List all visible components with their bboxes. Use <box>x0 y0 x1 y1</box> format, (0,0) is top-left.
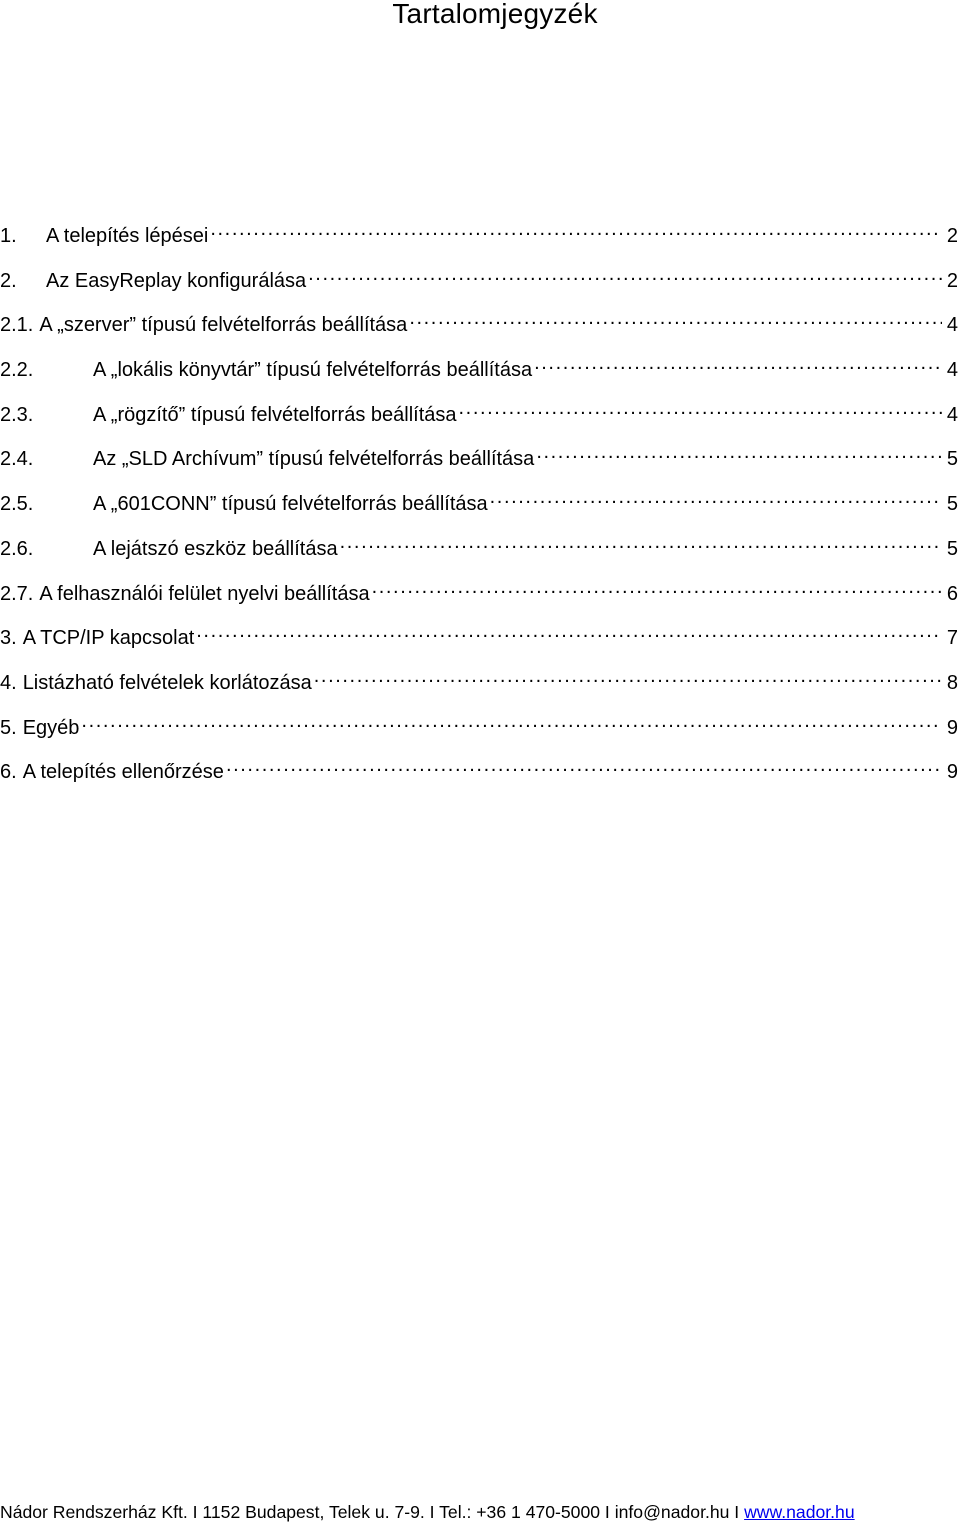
toc-entry-2-6[interactable] <box>0 531 960 576</box>
dot-leader <box>409 311 942 331</box>
dot-leader <box>210 222 942 242</box>
toc-page: 5 <box>946 448 958 471</box>
toc-title: A lejátszó eszköz beállítása <box>93 537 338 560</box>
toc-title: A TCP/IP kapcsolat <box>22 627 195 650</box>
toc-number: 2.5. <box>0 493 34 516</box>
table-of-contents <box>0 218 960 799</box>
toc-page: 5 <box>946 493 958 516</box>
dot-leader <box>226 758 942 778</box>
toc-entry-4[interactable] <box>0 665 960 710</box>
toc-entry-2-2[interactable] <box>0 352 960 397</box>
toc-title: Az EasyReplay konfigurálása <box>46 269 307 292</box>
toc-number: 6. <box>0 761 17 784</box>
footer-website-link[interactable]: www.nador.hu <box>744 1502 855 1522</box>
toc-entry-3[interactable] <box>0 620 960 665</box>
toc-entry-2-3[interactable] <box>0 397 960 442</box>
dot-leader <box>490 490 942 510</box>
toc-number: 3. <box>0 627 17 650</box>
toc-page: 4 <box>946 359 958 382</box>
toc-page: 5 <box>946 537 958 560</box>
toc-entry-5[interactable] <box>0 710 960 755</box>
toc-number: 2. <box>0 269 17 292</box>
toc-page: 7 <box>946 627 958 650</box>
dot-leader <box>308 267 942 287</box>
toc-title: A „lokális könyvtár” típusú felvételforrás beállítása <box>93 359 533 382</box>
toc-number: 1. <box>0 225 17 247</box>
toc-number: 2.6. <box>0 537 34 560</box>
dot-leader <box>459 401 942 421</box>
toc-entry-2[interactable] <box>0 263 960 308</box>
toc-number: 5. <box>0 716 17 739</box>
toc-title: A telepítés lépései <box>46 225 209 247</box>
dot-leader <box>372 580 942 600</box>
toc-page: 6 <box>946 582 958 605</box>
page-title: Tartalomjegyzék <box>392 0 598 29</box>
toc-number: 2.2. <box>0 359 34 382</box>
toc-page: 2 <box>946 225 958 247</box>
footer-contact-text: Nádor Rendszerház Kft. I 1152 Budapest, Telek u. 7-9. I Tel.: +36 1 470-5000 I info@nador.hu I <box>0 1502 745 1522</box>
toc-page: 2 <box>946 269 958 292</box>
toc-number: 2.1. <box>0 314 34 337</box>
toc-title: A „szerver” típusú felvételforrás beállítása <box>39 314 408 337</box>
toc-page: 4 <box>946 403 958 426</box>
toc-entry-1[interactable] <box>0 218 960 263</box>
toc-page: 8 <box>946 671 958 694</box>
toc-page: 9 <box>946 716 958 739</box>
toc-number: 2.3. <box>0 403 34 426</box>
toc-title: A „601CONN” típusú felvételforrás beállítása <box>93 493 488 516</box>
toc-title: Listázható felvételek korlátozása <box>22 671 312 694</box>
toc-entry-2-7[interactable] <box>0 576 960 621</box>
toc-number: 2.4. <box>0 448 34 471</box>
toc-title: A felhasználói felület nyelvi beállítása <box>39 582 370 605</box>
dot-leader <box>536 445 942 465</box>
toc-title: Egyéb <box>22 716 80 739</box>
toc-title: A „rögzítő” típusú felvételforrás beállítása <box>93 403 457 426</box>
dot-leader <box>340 535 942 555</box>
toc-title: Az „SLD Archívum” típusú felvételforrás beállítása <box>93 448 535 471</box>
toc-page: 4 <box>946 314 958 337</box>
dot-leader <box>81 714 942 734</box>
page-footer <box>0 1500 960 1524</box>
toc-entry-2-4[interactable] <box>0 441 960 486</box>
dot-leader <box>196 624 942 644</box>
toc-entry-2-1[interactable] <box>0 307 960 352</box>
dot-leader <box>314 669 942 689</box>
toc-title: A telepítés ellenőrzése <box>22 761 224 784</box>
toc-number: 2.7. <box>0 582 34 605</box>
toc-entry-2-5[interactable] <box>0 486 960 531</box>
toc-number: 4. <box>0 671 17 694</box>
toc-page: 9 <box>946 761 958 784</box>
dot-leader <box>534 356 942 376</box>
toc-entry-6[interactable] <box>0 754 960 799</box>
